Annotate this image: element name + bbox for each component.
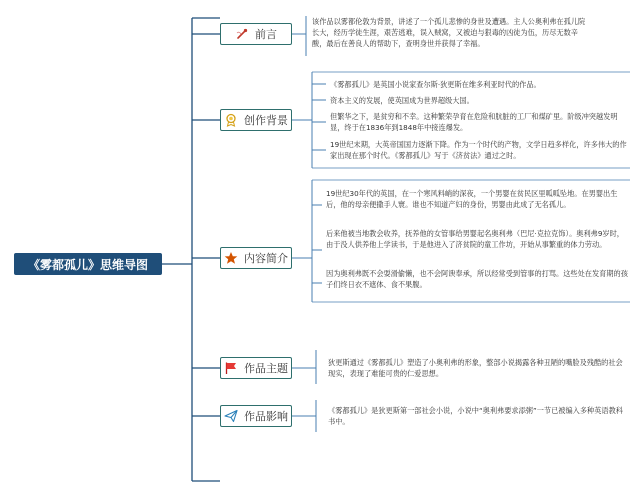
branch-label: 前言 [255, 28, 277, 41]
paper-plane-icon [224, 409, 238, 423]
leaf-paragraph: 该作品以雾都伦敦为背景，讲述了一个孤儿悲惨的身世及遭遇。主人公奥利弗在孤儿院长大，经历学徒生涯，艰苦逃难，误入贼窝，又被迫与狠毒的凶徒为伍，历尽无数辛酸，最后在善良人的帮助下，查明身世并获得了幸福。 [312, 17, 586, 48]
branch-label: 作品影响 [244, 410, 288, 423]
branch-label: 创作背景 [244, 114, 288, 127]
leaf-text-preface [312, 16, 590, 49]
star-icon [224, 251, 238, 265]
branch-node-theme [220, 357, 292, 379]
leaf-text-background-3 [330, 111, 628, 133]
leaf-text-synopsis-2 [326, 228, 628, 250]
flag-icon [224, 361, 238, 375]
leaf-text-background-4 [330, 139, 628, 161]
needle-thread-icon [235, 27, 249, 41]
leaf-paragraph: 后来他被当地教会收养，抚养他的女管事给男婴起名奥利弗（巴尼·克拉克饰）。奥利弗9岁时，由于没人供养他上学读书，于是他进入了济贫院的童工作坊，开始从事繁重的体力劳动。 [326, 229, 624, 249]
branch-node-background [220, 109, 292, 131]
leaf-text-influence [328, 405, 628, 427]
branch-label: 作品主题 [244, 362, 288, 375]
root-node: 《雾都孤儿》思维导图 [14, 253, 162, 275]
medal-icon [224, 113, 238, 127]
leaf-text-theme [328, 357, 628, 379]
leaf-paragraph: 《雾都孤儿》是狄更斯第一部社会小说，小说中“奥利弗要求添粥”一节已被编入多种英语教科书中。 [328, 406, 623, 426]
leaf-text-background-2 [330, 95, 628, 106]
leaf-paragraph: 资本主义的发展，使英国成为世界超级大国。 [330, 96, 474, 105]
leaf-paragraph: 19世纪末期，大英帝国国力逐渐下降。作为一个时代的产物，文学日趋多样化，许多伟大的作家出现在那个时代。《雾都孤儿》写于《济贫法》通过之时。 [330, 140, 627, 160]
leaf-text-synopsis-3 [326, 268, 628, 290]
leaf-paragraph: 因为奥利弗既不会耍滑偷懒，也不会阿谀奉承，所以经常受到管事的打骂。这些处在发育期的孩子们终日衣不遮体、食不果腹。 [326, 269, 628, 289]
branch-node-influence [220, 405, 292, 427]
leaf-paragraph: 狄更斯通过《雾都孤儿》塑造了小奥利弗的形象，整部小说揭露各种丑陋的嘴脸及残酷的社会现实，表现了难能可贵的仁爱思想。 [328, 358, 623, 378]
leaf-paragraph: 《雾都孤儿》是英国小说家查尔斯·狄更斯在维多利亚时代的作品。 [330, 80, 541, 89]
branch-node-synopsis [220, 247, 292, 269]
branch-label: 内容简介 [244, 252, 288, 265]
leaf-paragraph: 但繁华之下，是贫穷和不幸。这种繁荣孕育在危险和肮脏的工厂和煤矿里。阶级冲突越发明显，终于在1836年到1848年中接连爆发。 [330, 112, 618, 132]
leaf-text-background-1 [330, 79, 628, 90]
leaf-text-synopsis-1 [326, 188, 628, 210]
leaf-paragraph: 19世纪30年代的英国，在一个寒风料峭的深夜，一个男婴在贫民区里呱呱坠地。在男婴出生后，他的母亲便撒手人寰。谁也不知道产妇的身份，男婴由此成了无名孤儿。 [326, 189, 618, 209]
branch-node-preface [220, 23, 292, 45]
